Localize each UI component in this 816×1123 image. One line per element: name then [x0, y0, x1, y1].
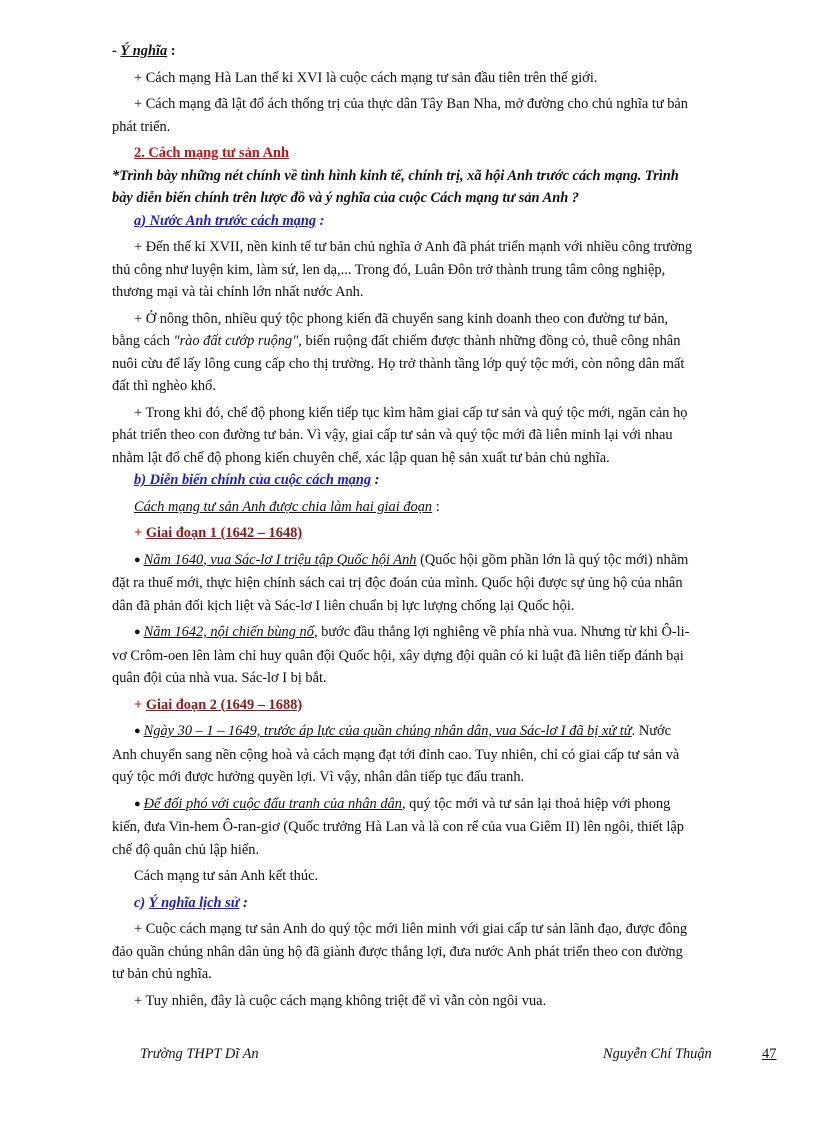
underlined-phrase: Để đối phó với cuộc đấu tranh của nhân dân [143, 795, 402, 812]
heading-y-nghia [112, 40, 776, 63]
document-page [112, 40, 776, 1012]
paragraph-p2b [112, 793, 776, 862]
line: đất thì nghèo khổ. [112, 378, 216, 394]
line: Anh chuyển sang nền cộng hoà và cách mạng đạt tới đỉnh cao. Tuy nhiên, chỉ có giai cấp tư sản và [112, 746, 680, 763]
paragraph-end [112, 865, 776, 888]
quote: "rào đất cướp ruộng" [173, 333, 299, 349]
paragraph-c2 [112, 990, 776, 1013]
plus: + [134, 696, 146, 713]
footer-school: Trường THPT Dĩ An [140, 1046, 259, 1062]
paragraph-c1 [112, 918, 776, 986]
line: + Trong khi đó, chế độ phong kiến tiếp tục kìm hãm giai cấp tư sản và quý tộc mới, ngăn cản họ [134, 404, 688, 421]
paragraph-p1a [112, 549, 776, 618]
colon: : [371, 472, 380, 488]
footer-author: Nguyễn Chí Thuận [603, 1046, 712, 1062]
subheading-a-label: a) Nước Anh trước cách mạng [134, 212, 317, 229]
line: + Cách mạng đã lật đổ ách thống trị của thực dân Tây Ban Nha, mở đường cho chủ nghĩa tư bản [134, 96, 688, 112]
b-intro-text: Cách mạng tư sản Anh được chia làm hai giai đoạn [134, 498, 433, 515]
subheading-c [112, 892, 776, 915]
section-2-title-text: 2. Cách mạng tư sản Anh [134, 145, 289, 161]
line: quý tộc mới được hưởng quyền lợi. Vì vậy, nhân dân tiếp tục đấu tranh. [112, 769, 525, 785]
line: thương mại và tài chính lớn nhất nước Anh. [112, 284, 364, 300]
line: đảo quần chúng nhân dân ủng hộ đã giành được thắng lợi, đưa nước Anh phát triển theo con đường [112, 943, 683, 960]
text: + Cách mạng Hà Lan thế kỉ XVI là cuộc cách mạng tư sản đầu tiên trên thế giới. [134, 69, 598, 86]
colon: : [167, 43, 176, 59]
line: thủ công như luyện kim, làm sứ, len dạ,... Trong đó, Luân Đôn trở thành trung tâm công nghiệp, [112, 261, 666, 278]
line [112, 793, 776, 817]
b-intro [112, 496, 776, 519]
text: (Quốc hội gồm phần lớn là quý tộc mới) nhằm [416, 551, 689, 568]
line: đặt ra thuế mới, thực hiện chính sách cai trị độc đoán của mình. Quốc hội được sự ủng hộ của nhân [112, 575, 683, 591]
question [112, 165, 776, 210]
line: quân đội của nhà vua. Sác-lơ I bị bắt. [112, 670, 327, 686]
line: kiến, đưa Vin-hem Ô-ran-giơ (Quốc trưởng Hà Lan và là con rể của vua Giêm II) lên ngôi, thiết lập [112, 819, 684, 835]
bullet-icon: ● [134, 553, 141, 566]
line: dân đã phản đối kịch liệt và Sác-lơ I liên chuẩn bị lực lượng chống lại Quốc hội. [112, 597, 575, 614]
line: phát triển. [112, 118, 171, 135]
text: Cách mạng tư sản Anh kết thúc. [134, 868, 319, 884]
underlined-phrase: Năm 1640, vua Sác-lơ I triệu tập Quốc hội Anh [143, 551, 417, 568]
text: + Tuy nhiên, đây là cuộc cách mạng không triệt để vì vẫn còn ngôi vua. [134, 992, 547, 1009]
colon: : [432, 498, 440, 515]
paragraph-hl1 [112, 67, 776, 90]
heading-y-nghia-label: Ý nghĩa [120, 43, 168, 59]
line: phát triển theo con đường tư bản. Vì vậy, giai cấp tư sản và quý tộc mới đã liên minh lại với nhau [112, 427, 673, 443]
text: . Nước [631, 723, 672, 739]
subheading-b [112, 469, 776, 492]
text: , bước đầu thắng lợi nghiêng về phía nhà vua. Nhưng từ khi Ô-li- [313, 624, 690, 640]
line: bày diễn biến chính trên lược đồ và ý nghĩa của cuộc Cách mạng tư sản Anh ? [112, 190, 579, 206]
dash: - [112, 43, 121, 59]
page-number: 47 [762, 1046, 777, 1062]
line [112, 720, 776, 744]
colon: : [316, 212, 325, 229]
phase-2-title: Giai đoạn 2 (1649 – 1688) [145, 696, 303, 713]
subheading-b-label: b) Diễn biến chính của cuộc cách mạng [134, 472, 372, 488]
paragraph-a2 [112, 308, 776, 398]
line [112, 549, 776, 573]
paragraph-hl2 [112, 93, 776, 138]
paragraph-a1 [112, 236, 776, 304]
underlined-phrase: Năm 1642, nội chiến bùng nổ [143, 624, 314, 640]
line [112, 621, 776, 645]
bullet-icon: ● [134, 725, 141, 737]
text: , quý tộc mới và tư sản lại thoả hiệp với phong [401, 795, 671, 812]
line: + Ở nông thôn, nhiều quý tộc phong kiến đã chuyển sang kinh doanh theo con đường tư bản, [134, 310, 669, 327]
colon: : [239, 894, 248, 911]
subheading-a [112, 210, 776, 233]
paragraph-a3 [112, 402, 776, 470]
page-footer [140, 1046, 780, 1068]
phase-1-title: Giai đoạn 1 (1642 – 1648) [145, 525, 303, 541]
phase-2-heading [112, 694, 776, 717]
line: nuôi cừu để lấy lông cung cấp cho thị trường. Họ trở thành tầng lớp quý tộc mới, còn nông dân mất [112, 355, 685, 372]
phase-1-heading [112, 522, 776, 545]
paragraph-p2a [112, 720, 776, 789]
label-prefix: c) [134, 894, 149, 911]
line: chế độ quân chủ lập hiến. [112, 841, 260, 858]
bullet-icon: ● [134, 626, 141, 638]
line: tư bản chủ nghĩa. [112, 966, 212, 982]
subheading-c-label: Ý nghĩa lịch sử [148, 894, 240, 911]
text: bằng cách [112, 333, 174, 349]
line: *Trình bày những nét chính về tình hình kinh tế, chính trị, xã hội Anh trước cách mạng. Trình [112, 167, 679, 184]
line: + Đến thế kỉ XVII, nền kinh tế tư bản chủ nghĩa ở Anh đã phát triển mạnh với nhiều công trường [134, 239, 693, 255]
line: vơ Crôm-oen lên làm chỉ huy quân đội Quốc hội, xây dựng đội quân có kỉ luật đã liên tiếp đánh bại [112, 647, 684, 664]
line [112, 330, 776, 353]
line: nhằm lật đổ chế độ phong kiến chuyên chế, xác lập quan hệ sản xuất tư bản chủ nghĩa. [112, 449, 610, 466]
line: + Cuộc cách mạng tư sản Anh do quý tộc mới liên minh với giai cấp tư sản lãnh đạo, được đông [134, 921, 688, 937]
underlined-phrase: Ngày 30 – 1 – 1649, trước áp lực của quần chúng nhân dân, vua Sác-lơ I đã bị xử tử [143, 723, 632, 739]
paragraph-p1b [112, 621, 776, 690]
bullet-icon: ● [134, 797, 141, 810]
text: , biến ruộng đất chiếm được thành những đồng cỏ, thuê công nhân [298, 333, 681, 349]
plus: + [134, 525, 146, 541]
section-2-title [112, 142, 776, 165]
